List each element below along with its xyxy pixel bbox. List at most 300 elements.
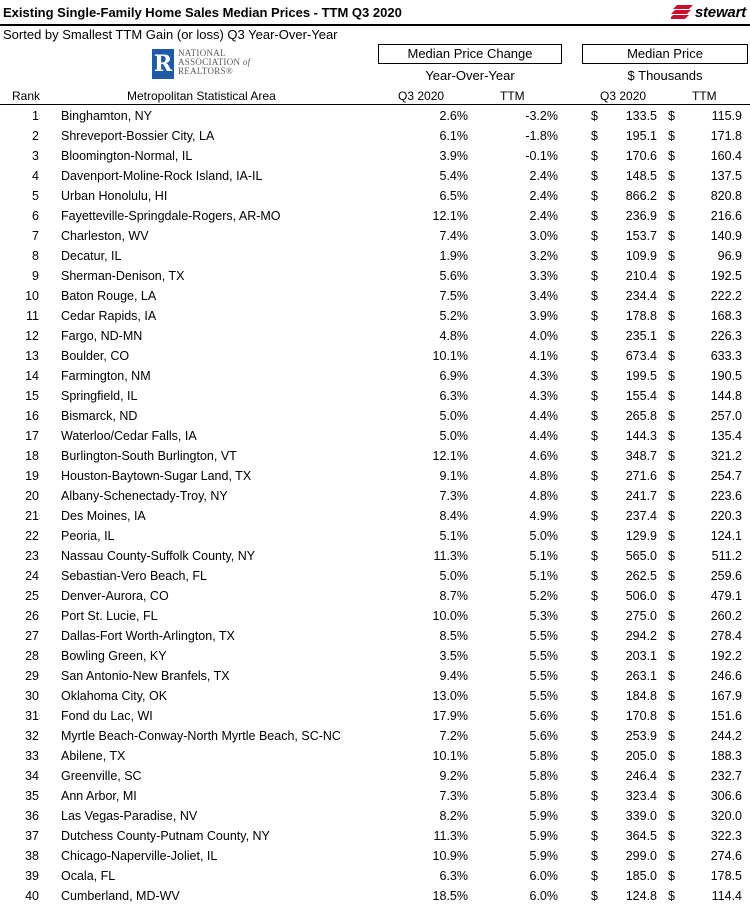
price-q3-cell: 364.5: [625, 829, 657, 843]
yoy-change-cell: 12.1%: [432, 449, 468, 463]
msa-cell: Farmington, NM: [61, 369, 151, 383]
price-ttm-cell: 257.0: [710, 409, 742, 423]
price-q3-cell: 237.4: [625, 509, 657, 523]
price-q3-cell: 184.8: [625, 689, 657, 703]
table-row: [0, 246, 750, 266]
currency-symbol: $: [591, 389, 598, 403]
price-q3-cell: 203.1: [625, 649, 657, 663]
ttm-change-cell: 4.3%: [529, 389, 558, 403]
price-ttm-cell: 137.5: [710, 169, 742, 183]
price-ttm-cell: 190.5: [710, 369, 742, 383]
price-q3-cell: 199.5: [625, 369, 657, 383]
ttm-change-cell: 5.5%: [529, 689, 558, 703]
ttm-change-cell: 4.8%: [529, 489, 558, 503]
currency-symbol: $: [668, 869, 675, 883]
price-ttm-cell: 633.3: [710, 349, 742, 363]
currency-symbol: $: [591, 689, 598, 703]
yoy-change-cell: 12.1%: [432, 209, 468, 223]
price-q3-cell: 275.0: [625, 609, 657, 623]
currency-symbol: $: [668, 129, 675, 143]
currency-symbol: $: [591, 189, 598, 203]
msa-cell: Sebastian-Vero Beach, FL: [61, 569, 207, 583]
msa-cell: Urban Honolulu, HI: [61, 189, 168, 203]
ttm-change-cell: 4.0%: [529, 329, 558, 343]
table-row: [0, 726, 750, 746]
table-row: [0, 186, 750, 206]
currency-symbol: $: [668, 369, 675, 383]
rank-cell: 34: [25, 769, 39, 783]
currency-symbol: $: [591, 829, 598, 843]
ttm-change-cell: 5.1%: [529, 549, 558, 563]
price-ttm-cell: 274.6: [710, 849, 742, 863]
yoy-change-cell: 5.0%: [439, 569, 468, 583]
yoy-change-cell: 6.9%: [439, 369, 468, 383]
currency-symbol: $: [591, 749, 598, 763]
msa-cell: Waterloo/Cedar Falls, IA: [61, 429, 197, 443]
ttm-change-cell: 4.1%: [529, 349, 558, 363]
msa-cell: Fond du Lac, WI: [61, 709, 153, 723]
currency-symbol: $: [668, 169, 675, 183]
msa-cell: Binghamton, NY: [61, 109, 153, 123]
currency-symbol: $: [591, 449, 598, 463]
rank-cell: 25: [25, 589, 39, 603]
price-q3-cell: 178.8: [625, 309, 657, 323]
table-row: [0, 586, 750, 606]
ttm-change-cell: 3.9%: [529, 309, 558, 323]
table-row: [0, 486, 750, 506]
yoy-change-cell: 8.4%: [439, 509, 468, 523]
table-row: [0, 266, 750, 286]
msa-cell: San Antonio-New Branfels, TX: [61, 669, 230, 683]
price-q3-cell: 170.6: [625, 149, 657, 163]
ttm-change-cell: 5.6%: [529, 729, 558, 743]
price-ttm-cell: 322.3: [710, 829, 742, 843]
median-price-group-header: Median Price: [582, 44, 748, 64]
price-ttm-cell: 167.9: [710, 689, 742, 703]
stewart-logo: [671, 4, 746, 20]
table-row: [0, 846, 750, 866]
currency-symbol: $: [668, 509, 675, 523]
ttm-change-cell: 4.6%: [529, 449, 558, 463]
currency-symbol: $: [591, 249, 598, 263]
msa-cell: Cedar Rapids, IA: [61, 309, 157, 323]
currency-symbol: $: [591, 169, 598, 183]
price-q3-cell: 265.8: [625, 409, 657, 423]
price-q3-cell: 129.9: [625, 529, 657, 543]
currency-symbol: $: [668, 829, 675, 843]
table-row: [0, 826, 750, 846]
rank-cell: 13: [25, 349, 39, 363]
ttm-change-cell: 5.8%: [529, 769, 558, 783]
currency-symbol: $: [668, 389, 675, 403]
report-title: Existing Single-Family Home Sales Median Prices - TTM Q3 2020: [3, 5, 402, 20]
currency-symbol: $: [591, 809, 598, 823]
rank-cell: 32: [25, 729, 39, 743]
currency-symbol: $: [668, 789, 675, 803]
ttm-change-cell: 4.4%: [529, 409, 558, 423]
price-q3-cell: 246.4: [625, 769, 657, 783]
table-row: [0, 126, 750, 146]
currency-symbol: $: [668, 329, 675, 343]
price-ttm-cell: 168.3: [710, 309, 742, 323]
price-ttm-cell: 115.9: [711, 109, 742, 123]
price-ttm-cell: 479.1: [710, 589, 742, 603]
table-row: [0, 766, 750, 786]
currency-symbol: $: [591, 309, 598, 323]
msa-cell: Fayetteville-Springdale-Rogers, AR-MO: [61, 209, 281, 223]
rank-cell: 16: [25, 409, 39, 423]
nar-r-icon: R: [153, 51, 173, 77]
table-row: [0, 606, 750, 626]
price-q3-cell: 109.9: [625, 249, 657, 263]
ttm-change-cell: -0.1%: [525, 149, 558, 163]
price-q3-cell: 185.0: [625, 869, 657, 883]
msa-cell: Denver-Aurora, CO: [61, 589, 169, 603]
yoy-change-cell: 7.4%: [439, 229, 468, 243]
ttm-change-cell: 5.9%: [529, 829, 558, 843]
column-header-yoy-q3: Q3 2020: [398, 89, 445, 103]
price-ttm-cell: 188.3: [710, 749, 742, 763]
price-q3-cell: 262.5: [625, 569, 657, 583]
rank-cell: 37: [25, 829, 39, 843]
nar-line-1: NATIONAL: [178, 48, 226, 58]
rank-cell: 15: [25, 389, 39, 403]
yoy-change-cell: 11.3%: [433, 549, 468, 563]
msa-cell: Abilene, TX: [61, 749, 126, 763]
currency-symbol: $: [591, 869, 598, 883]
price-q3-cell: 241.7: [625, 489, 657, 503]
yoy-change-cell: 7.3%: [439, 789, 468, 803]
yoy-change-cell: 8.5%: [439, 629, 468, 643]
price-q3-cell: 263.1: [625, 669, 657, 683]
price-q3-cell: 148.5: [625, 169, 657, 183]
price-q3-cell: 133.5: [625, 109, 657, 123]
ttm-change-cell: 5.8%: [529, 749, 558, 763]
price-ttm-cell: 171.8: [710, 129, 742, 143]
table-row: [0, 466, 750, 486]
ttm-change-cell: 4.8%: [529, 469, 558, 483]
yoy-change-cell: 13.0%: [432, 689, 468, 703]
rank-cell: 4: [32, 169, 39, 183]
price-q3-cell: 565.0: [625, 549, 657, 563]
currency-symbol: $: [591, 229, 598, 243]
rank-cell: 6: [32, 209, 39, 223]
rank-cell: 39: [25, 869, 39, 883]
msa-cell: Peoria, IL: [61, 529, 115, 543]
rank-cell: 22: [25, 529, 39, 543]
currency-symbol: $: [668, 309, 675, 323]
currency-symbol: $: [668, 249, 675, 263]
yoy-change-cell: 5.0%: [439, 429, 468, 443]
yoy-change-cell: 4.8%: [439, 329, 468, 343]
table-row: [0, 406, 750, 426]
msa-cell: Bloomington-Normal, IL: [61, 149, 193, 163]
currency-symbol: $: [668, 189, 675, 203]
thousands-subheader: $ Thousands: [627, 68, 703, 83]
yoy-change-cell: 3.9%: [439, 149, 468, 163]
yoy-change-cell: 10.0%: [432, 609, 468, 623]
yoy-change-cell: 7.2%: [439, 729, 468, 743]
price-ttm-cell: 96.9: [717, 249, 742, 263]
table-row: [0, 706, 750, 726]
price-ttm-cell: 232.7: [710, 769, 742, 783]
msa-cell: Oklahoma City, OK: [61, 689, 168, 703]
price-ttm-cell: 144.8: [710, 389, 742, 403]
currency-symbol: $: [668, 609, 675, 623]
price-q3-cell: 124.8: [625, 889, 657, 903]
msa-cell: Albany-Schenectady-Troy, NY: [61, 489, 228, 503]
stewart-wordmark: stewart: [694, 3, 746, 21]
price-q3-cell: 144.3: [625, 429, 657, 443]
table-row: [0, 526, 750, 546]
msa-cell: Chicago-Naperville-Joliet, IL: [61, 849, 218, 863]
yoy-change-cell: 9.2%: [439, 769, 468, 783]
price-ttm-cell: 135.4: [710, 429, 742, 443]
msa-cell: Baton Rouge, LA: [61, 289, 157, 303]
currency-symbol: $: [591, 409, 598, 423]
rank-cell: 26: [25, 609, 39, 623]
rank-cell: 1: [32, 109, 39, 123]
rank-cell: 10: [25, 289, 39, 303]
table-row: [0, 286, 750, 306]
price-q3-cell: 339.0: [625, 809, 657, 823]
currency-symbol: $: [668, 889, 675, 903]
price-ttm-cell: 260.2: [710, 609, 742, 623]
rank-cell: 3: [32, 149, 39, 163]
msa-cell: Bowling Green, KY: [61, 649, 167, 663]
price-q3-cell: 271.6: [625, 469, 657, 483]
currency-symbol: $: [591, 289, 598, 303]
column-header-yoy-ttm: TTM: [500, 89, 525, 103]
price-ttm-cell: 151.6: [710, 709, 742, 723]
table-row: [0, 146, 750, 166]
currency-symbol: $: [591, 549, 598, 563]
currency-symbol: $: [591, 129, 598, 143]
title-divider: [0, 24, 750, 26]
ttm-change-cell: 6.0%: [529, 889, 558, 903]
column-header-rank: Rank: [12, 89, 41, 103]
year-over-year-subheader: Year-Over-Year: [425, 68, 515, 83]
table-row: [0, 886, 750, 906]
price-q3-cell: 294.2: [625, 629, 657, 643]
yoy-change-cell: 10.9%: [432, 849, 468, 863]
ttm-change-cell: 2.4%: [529, 169, 558, 183]
yoy-change-cell: 17.9%: [432, 709, 468, 723]
table-row: [0, 446, 750, 466]
yoy-change-cell: 8.2%: [439, 809, 468, 823]
table-row: [0, 346, 750, 366]
ttm-change-cell: 3.4%: [529, 289, 558, 303]
currency-symbol: $: [591, 589, 598, 603]
msa-cell: Bismarck, ND: [61, 409, 138, 423]
yoy-change-cell: 5.4%: [439, 169, 468, 183]
msa-cell: Des Moines, IA: [61, 509, 146, 523]
nar-of: of: [242, 57, 251, 67]
price-ttm-cell: 114.4: [711, 889, 742, 903]
yoy-change-cell: 10.1%: [432, 749, 468, 763]
rank-cell: 20: [25, 489, 39, 503]
ttm-change-cell: 5.0%: [529, 529, 558, 543]
currency-symbol: $: [591, 469, 598, 483]
rank-cell: 40: [25, 889, 39, 903]
msa-cell: Port St. Lucie, FL: [61, 609, 158, 623]
currency-symbol: $: [591, 529, 598, 543]
yoy-change-cell: 5.0%: [439, 409, 468, 423]
ttm-change-cell: 3.2%: [529, 249, 558, 263]
currency-symbol: $: [668, 149, 675, 163]
msa-cell: Nassau County-Suffolk County, NY: [61, 549, 256, 563]
ttm-change-cell: 5.5%: [529, 649, 558, 663]
price-ttm-cell: 160.4: [710, 149, 742, 163]
price-ttm-cell: 140.9: [710, 229, 742, 243]
currency-symbol: $: [668, 629, 675, 643]
yoy-change-cell: 10.1%: [432, 349, 468, 363]
yoy-change-cell: 7.3%: [439, 489, 468, 503]
price-q3-cell: 155.4: [625, 389, 657, 403]
rank-cell: 21: [25, 509, 39, 523]
ttm-change-cell: 5.9%: [529, 849, 558, 863]
currency-symbol: $: [668, 109, 675, 123]
table-row: [0, 866, 750, 886]
ttm-change-cell: 3.3%: [529, 269, 558, 283]
price-ttm-cell: 320.0: [710, 809, 742, 823]
rank-cell: 19: [25, 469, 39, 483]
currency-symbol: $: [591, 429, 598, 443]
price-ttm-cell: 254.7: [710, 469, 742, 483]
table-row: [0, 426, 750, 446]
nar-line-2: ASSOCIATION: [178, 57, 241, 67]
table-row: [0, 506, 750, 526]
price-q3-cell: 348.7: [625, 449, 657, 463]
price-ttm-cell: 246.6: [710, 669, 742, 683]
currency-symbol: $: [591, 509, 598, 523]
currency-symbol: $: [591, 789, 598, 803]
msa-cell: Decatur, IL: [61, 249, 122, 263]
ttm-change-cell: 4.4%: [529, 429, 558, 443]
currency-symbol: $: [591, 369, 598, 383]
currency-symbol: $: [591, 769, 598, 783]
table-row: [0, 386, 750, 406]
currency-symbol: $: [668, 349, 675, 363]
msa-cell: Las Vegas-Paradise, NV: [61, 809, 198, 823]
msa-cell: Boulder, CO: [61, 349, 130, 363]
msa-cell: Houston-Baytown-Sugar Land, TX: [61, 469, 252, 483]
currency-symbol: $: [668, 769, 675, 783]
rank-cell: 17: [25, 429, 39, 443]
price-ttm-cell: 178.5: [710, 869, 742, 883]
rank-cell: 27: [25, 629, 39, 643]
currency-symbol: $: [668, 209, 675, 223]
currency-symbol: $: [668, 529, 675, 543]
msa-cell: Charleston, WV: [61, 229, 149, 243]
ttm-change-cell: -1.8%: [525, 129, 558, 143]
yoy-change-cell: 1.9%: [439, 249, 468, 263]
currency-symbol: $: [668, 549, 675, 563]
rank-cell: 18: [25, 449, 39, 463]
currency-symbol: $: [591, 629, 598, 643]
ttm-change-cell: 4.3%: [529, 369, 558, 383]
table-row: [0, 106, 750, 126]
price-q3-cell: 299.0: [625, 849, 657, 863]
msa-cell: Greenville, SC: [61, 769, 142, 783]
yoy-change-cell: 18.5%: [432, 889, 468, 903]
currency-symbol: $: [668, 709, 675, 723]
ttm-change-cell: -3.2%: [525, 109, 558, 123]
price-ttm-cell: 511.2: [711, 549, 742, 563]
rank-cell: 35: [25, 789, 39, 803]
yoy-change-cell: 6.3%: [439, 869, 468, 883]
table-row: [0, 626, 750, 646]
rank-cell: 30: [25, 689, 39, 703]
ttm-change-cell: 5.1%: [529, 569, 558, 583]
ttm-change-cell: 5.9%: [529, 809, 558, 823]
table-row: [0, 326, 750, 346]
rank-cell: 7: [32, 229, 39, 243]
table-row: [0, 366, 750, 386]
ttm-change-cell: 5.5%: [529, 629, 558, 643]
yoy-change-cell: 5.6%: [439, 269, 468, 283]
rank-cell: 33: [25, 749, 39, 763]
currency-symbol: $: [591, 149, 598, 163]
currency-symbol: $: [591, 569, 598, 583]
table-row: [0, 646, 750, 666]
currency-symbol: $: [591, 649, 598, 663]
currency-symbol: $: [591, 849, 598, 863]
currency-symbol: $: [668, 669, 675, 683]
currency-symbol: $: [591, 729, 598, 743]
rank-cell: 14: [25, 369, 39, 383]
currency-symbol: $: [668, 809, 675, 823]
table-row: [0, 746, 750, 766]
currency-symbol: $: [668, 569, 675, 583]
ttm-change-cell: 5.8%: [529, 789, 558, 803]
msa-cell: Cumberland, MD-WV: [61, 889, 180, 903]
currency-symbol: $: [668, 449, 675, 463]
msa-cell: Ocala, FL: [61, 869, 116, 883]
msa-cell: Dutchess County-Putnam County, NY: [61, 829, 270, 843]
ttm-change-cell: 5.3%: [529, 609, 558, 623]
price-ttm-cell: 223.6: [710, 489, 742, 503]
ttm-change-cell: 5.2%: [529, 589, 558, 603]
price-ttm-cell: 820.8: [710, 189, 742, 203]
currency-symbol: $: [668, 729, 675, 743]
msa-cell: Ann Arbor, MI: [61, 789, 137, 803]
price-q3-cell: 236.9: [625, 209, 657, 223]
yoy-change-cell: 11.3%: [433, 829, 468, 843]
yoy-change-cell: 3.5%: [439, 649, 468, 663]
msa-cell: Davenport-Moline-Rock Island, IA-IL: [61, 169, 263, 183]
median-price-change-group-header: Median Price Change: [378, 44, 562, 64]
ttm-change-cell: 5.6%: [529, 709, 558, 723]
rank-cell: 11: [26, 309, 39, 323]
currency-symbol: $: [668, 229, 675, 243]
price-ttm-cell: 226.3: [710, 329, 742, 343]
price-ttm-cell: 278.4: [710, 629, 742, 643]
msa-cell: Springfield, IL: [61, 389, 138, 403]
report-subtitle: Sorted by Smallest TTM Gain (or loss) Q3 Year-Over-Year: [3, 27, 338, 42]
currency-symbol: $: [668, 289, 675, 303]
currency-symbol: $: [668, 269, 675, 283]
yoy-change-cell: 9.1%: [439, 469, 468, 483]
price-q3-cell: 210.4: [625, 269, 657, 283]
ttm-change-cell: 2.4%: [529, 189, 558, 203]
price-ttm-cell: 124.1: [710, 529, 742, 543]
ttm-change-cell: 4.9%: [529, 509, 558, 523]
price-ttm-cell: 192.5: [710, 269, 742, 283]
rank-cell: 36: [25, 809, 39, 823]
price-q3-cell: 205.0: [625, 749, 657, 763]
currency-symbol: $: [591, 109, 598, 123]
